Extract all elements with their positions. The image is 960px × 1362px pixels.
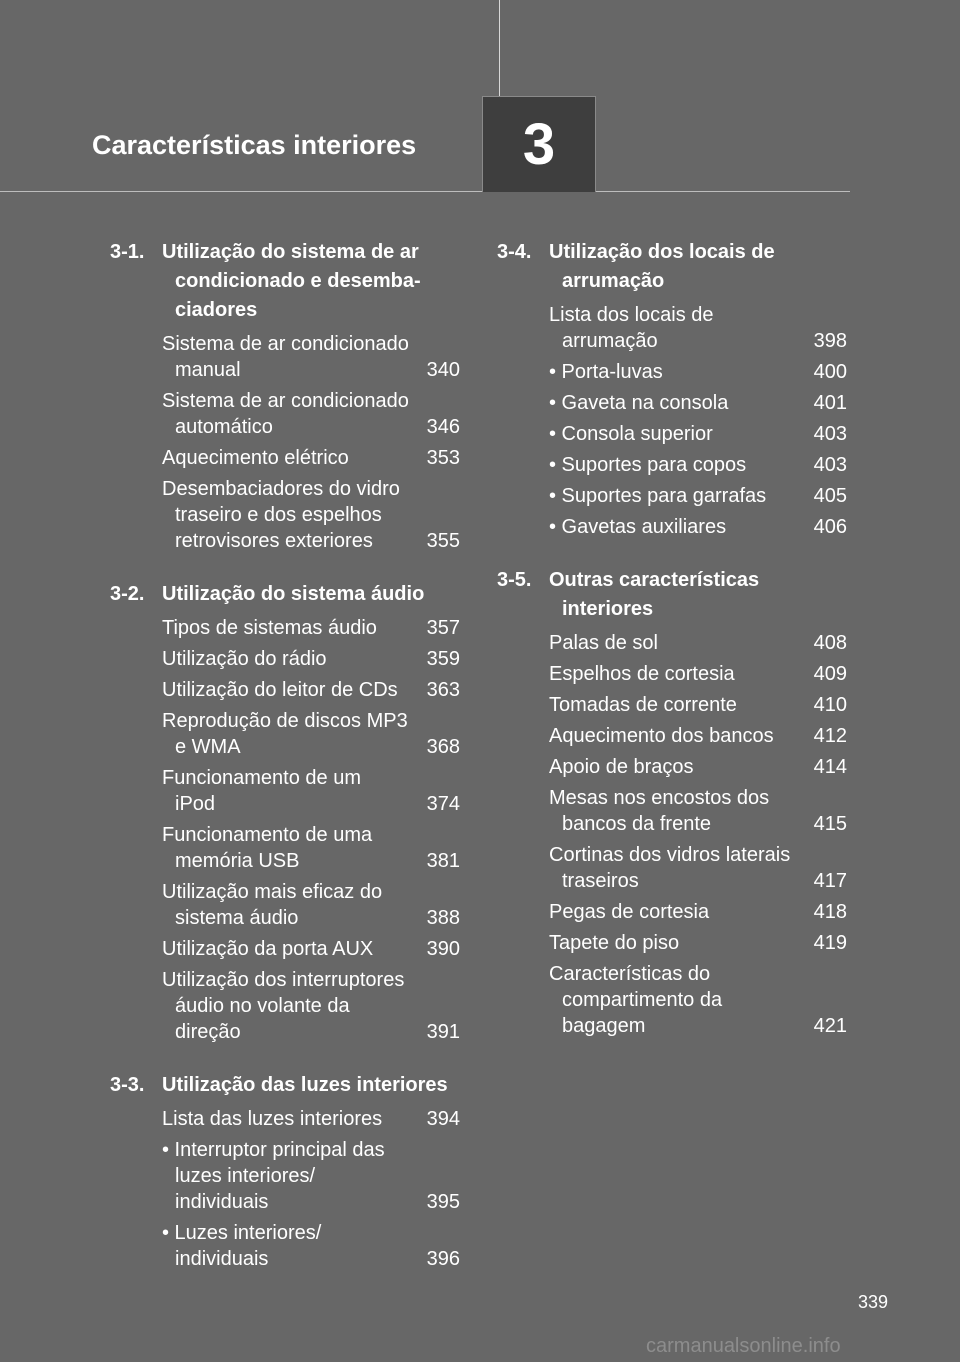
chapter-number-tab — [482, 96, 596, 192]
entry-page-number: 406 — [809, 514, 847, 540]
toc-entry[interactable] — [549, 961, 847, 1039]
entry-page-number: 414 — [809, 754, 847, 780]
entry-text: Cortinas dos vidros laterais traseiros — [549, 844, 791, 892]
section-number: 3-2. — [110, 583, 145, 605]
section-number: 3-4. — [497, 241, 532, 263]
entry-page-number: 405 — [809, 483, 847, 509]
entry-text: Utilização dos interruptores áudio no volante da direção — [162, 969, 405, 1043]
entry-page-number: 391 — [422, 1019, 460, 1045]
entry-text: Funcionamento de uma memória USB — [162, 824, 373, 872]
toc-entry[interactable] — [549, 661, 847, 687]
toc-entry[interactable] — [549, 899, 847, 925]
entry-text: Apoio de braços — [549, 756, 698, 778]
entry-page-number: 415 — [809, 811, 847, 837]
toc-entry[interactable] — [162, 331, 460, 383]
toc-entry[interactable] — [162, 765, 460, 817]
entry-page-number: 419 — [809, 930, 847, 956]
entry-page-number: 355 — [422, 528, 460, 554]
entry-page-number: 400 — [809, 359, 847, 385]
toc-entry[interactable] — [162, 388, 460, 440]
section-title: Utilização do sistema de ar condicionado e desemba-ciadores — [162, 241, 421, 321]
toc-column-right — [497, 238, 847, 1065]
toc-entry[interactable] — [549, 785, 847, 837]
entry-text: Tipos de sistemas áudio — [162, 617, 381, 639]
entry-page-number: 353 — [422, 445, 460, 471]
toc-entry[interactable] — [162, 822, 460, 874]
toc-entry[interactable] — [549, 483, 847, 509]
entry-text: Espelhos de cortesia — [549, 663, 739, 685]
entry-text: Utilização da porta AUX — [162, 938, 377, 960]
entry-text: • Gaveta na consola — [549, 392, 732, 414]
entry-page-number: 410 — [809, 692, 847, 718]
entry-text: Características do compartimento da bagagem — [549, 963, 723, 1037]
toc-entry[interactable] — [549, 390, 847, 416]
section-number: 3-1. — [110, 241, 145, 263]
toc-entry[interactable] — [162, 879, 460, 931]
header-rule — [0, 191, 850, 192]
toc-entry[interactable] — [549, 630, 847, 656]
toc-entry[interactable] — [162, 1137, 460, 1215]
section-title: Utilização do sistema áudio — [162, 583, 425, 605]
toc-entry[interactable] — [162, 708, 460, 760]
entry-page-number: 403 — [809, 452, 847, 478]
toc-entry[interactable] — [549, 692, 847, 718]
toc-section — [110, 580, 460, 1045]
entry-text: • Suportes para copos — [549, 454, 750, 476]
entry-text: Utilização do rádio — [162, 648, 331, 670]
toc-section — [497, 238, 847, 540]
entry-page-number: 394 — [422, 1106, 460, 1132]
chapter-title: Características interiores — [92, 130, 417, 160]
section-title: Outras características interiores — [549, 569, 760, 620]
toc-entry[interactable] — [549, 452, 847, 478]
toc-entry[interactable] — [162, 476, 460, 554]
entry-text: Lista das luzes interiores — [162, 1108, 386, 1130]
entry-page-number: 357 — [422, 615, 460, 641]
toc-entry[interactable] — [162, 677, 460, 703]
section-number: 3-3. — [110, 1074, 145, 1096]
toc-entry[interactable] — [162, 445, 460, 471]
entry-page-number: 409 — [809, 661, 847, 687]
entry-text: Tapete do piso — [549, 932, 683, 954]
entry-text: Utilização do leitor de CDs — [162, 679, 402, 701]
top-divider-line — [499, 0, 500, 96]
chapter-number: 3 — [522, 112, 556, 177]
toc-entry[interactable] — [162, 1220, 460, 1272]
entry-page-number: 359 — [422, 646, 460, 672]
entry-page-number: 340 — [422, 357, 460, 383]
toc-entry[interactable] — [549, 359, 847, 385]
entry-page-number: 398 — [809, 328, 847, 354]
entry-page-number: 390 — [422, 936, 460, 962]
entry-text: Aquecimento dos bancos — [549, 725, 778, 747]
entry-page-number: 417 — [809, 868, 847, 894]
section-title: Utilização dos locais de arrumação — [549, 241, 775, 292]
entry-page-number: 403 — [809, 421, 847, 447]
toc-column-left — [110, 238, 460, 1298]
entry-text: Mesas nos encostos dos bancos da frente — [549, 787, 770, 835]
watermark: carmanualsonline.info — [646, 1335, 841, 1357]
toc-entry[interactable] — [162, 1106, 460, 1132]
entry-text: Pegas de cortesia — [549, 901, 713, 923]
entry-page-number: 388 — [422, 905, 460, 931]
entry-text: • Porta-luvas — [549, 361, 667, 383]
entry-page-number: 346 — [422, 414, 460, 440]
toc-entry[interactable] — [162, 615, 460, 641]
entry-page-number: 396 — [422, 1246, 460, 1272]
entry-text: Funcionamento de um iPod — [162, 767, 362, 815]
toc-entry[interactable] — [162, 936, 460, 962]
toc-entry[interactable] — [549, 723, 847, 749]
section-number: 3-5. — [497, 569, 532, 591]
toc-entry[interactable] — [549, 930, 847, 956]
entry-page-number: 363 — [422, 677, 460, 703]
entry-text: • Consola superior — [549, 423, 717, 445]
entry-text: Aquecimento elétrico — [162, 447, 353, 469]
section-heading — [110, 238, 460, 325]
entry-page-number: 381 — [422, 848, 460, 874]
toc-section — [497, 566, 847, 1039]
toc-entry[interactable] — [162, 646, 460, 672]
toc-entry[interactable] — [549, 514, 847, 540]
entry-page-number: 395 — [422, 1189, 460, 1215]
entry-text: • Interruptor principal das luzes interiores/ individuais — [162, 1139, 385, 1213]
entry-text: Lista dos locais de arrumação — [549, 304, 714, 352]
entry-text: • Gavetas auxiliares — [549, 516, 730, 538]
entry-page-number: 401 — [809, 390, 847, 416]
entry-page-number: 374 — [422, 791, 460, 817]
toc-entry[interactable] — [549, 842, 847, 894]
entry-text: Palas de sol — [549, 632, 662, 654]
page-number: 339 — [858, 1292, 889, 1312]
toc-entry[interactable] — [549, 754, 847, 780]
section-heading — [497, 238, 847, 296]
entry-text: Utilização mais eficaz do sistema áudio — [162, 881, 383, 929]
entry-text: • Suportes para garrafas — [549, 485, 770, 507]
entry-text: Desembaciadores do vidro traseiro e dos espelhos retrovisores exteriores — [162, 478, 400, 552]
entry-page-number: 368 — [422, 734, 460, 760]
section-heading — [110, 1071, 460, 1100]
entry-page-number: 412 — [809, 723, 847, 749]
entry-page-number: 421 — [809, 1013, 847, 1039]
section-title: Utilização das luzes interiores — [162, 1074, 448, 1096]
entry-text: Tomadas de corrente — [549, 694, 741, 716]
entry-page-number: 408 — [809, 630, 847, 656]
entry-text: Sistema de ar condicionado manual — [162, 333, 409, 381]
entry-text: Sistema de ar condicionado automático — [162, 390, 409, 438]
section-heading — [110, 580, 460, 609]
toc-section — [110, 238, 460, 554]
entry-text: • Luzes interiores/ individuais — [162, 1222, 322, 1270]
section-heading — [497, 566, 847, 624]
entry-text: Reprodução de discos MP3 e WMA — [162, 710, 408, 758]
toc-entry[interactable] — [162, 967, 460, 1045]
toc-entry[interactable] — [549, 421, 847, 447]
toc-section — [110, 1071, 460, 1272]
toc-entry[interactable] — [549, 302, 847, 354]
entry-page-number: 418 — [809, 899, 847, 925]
